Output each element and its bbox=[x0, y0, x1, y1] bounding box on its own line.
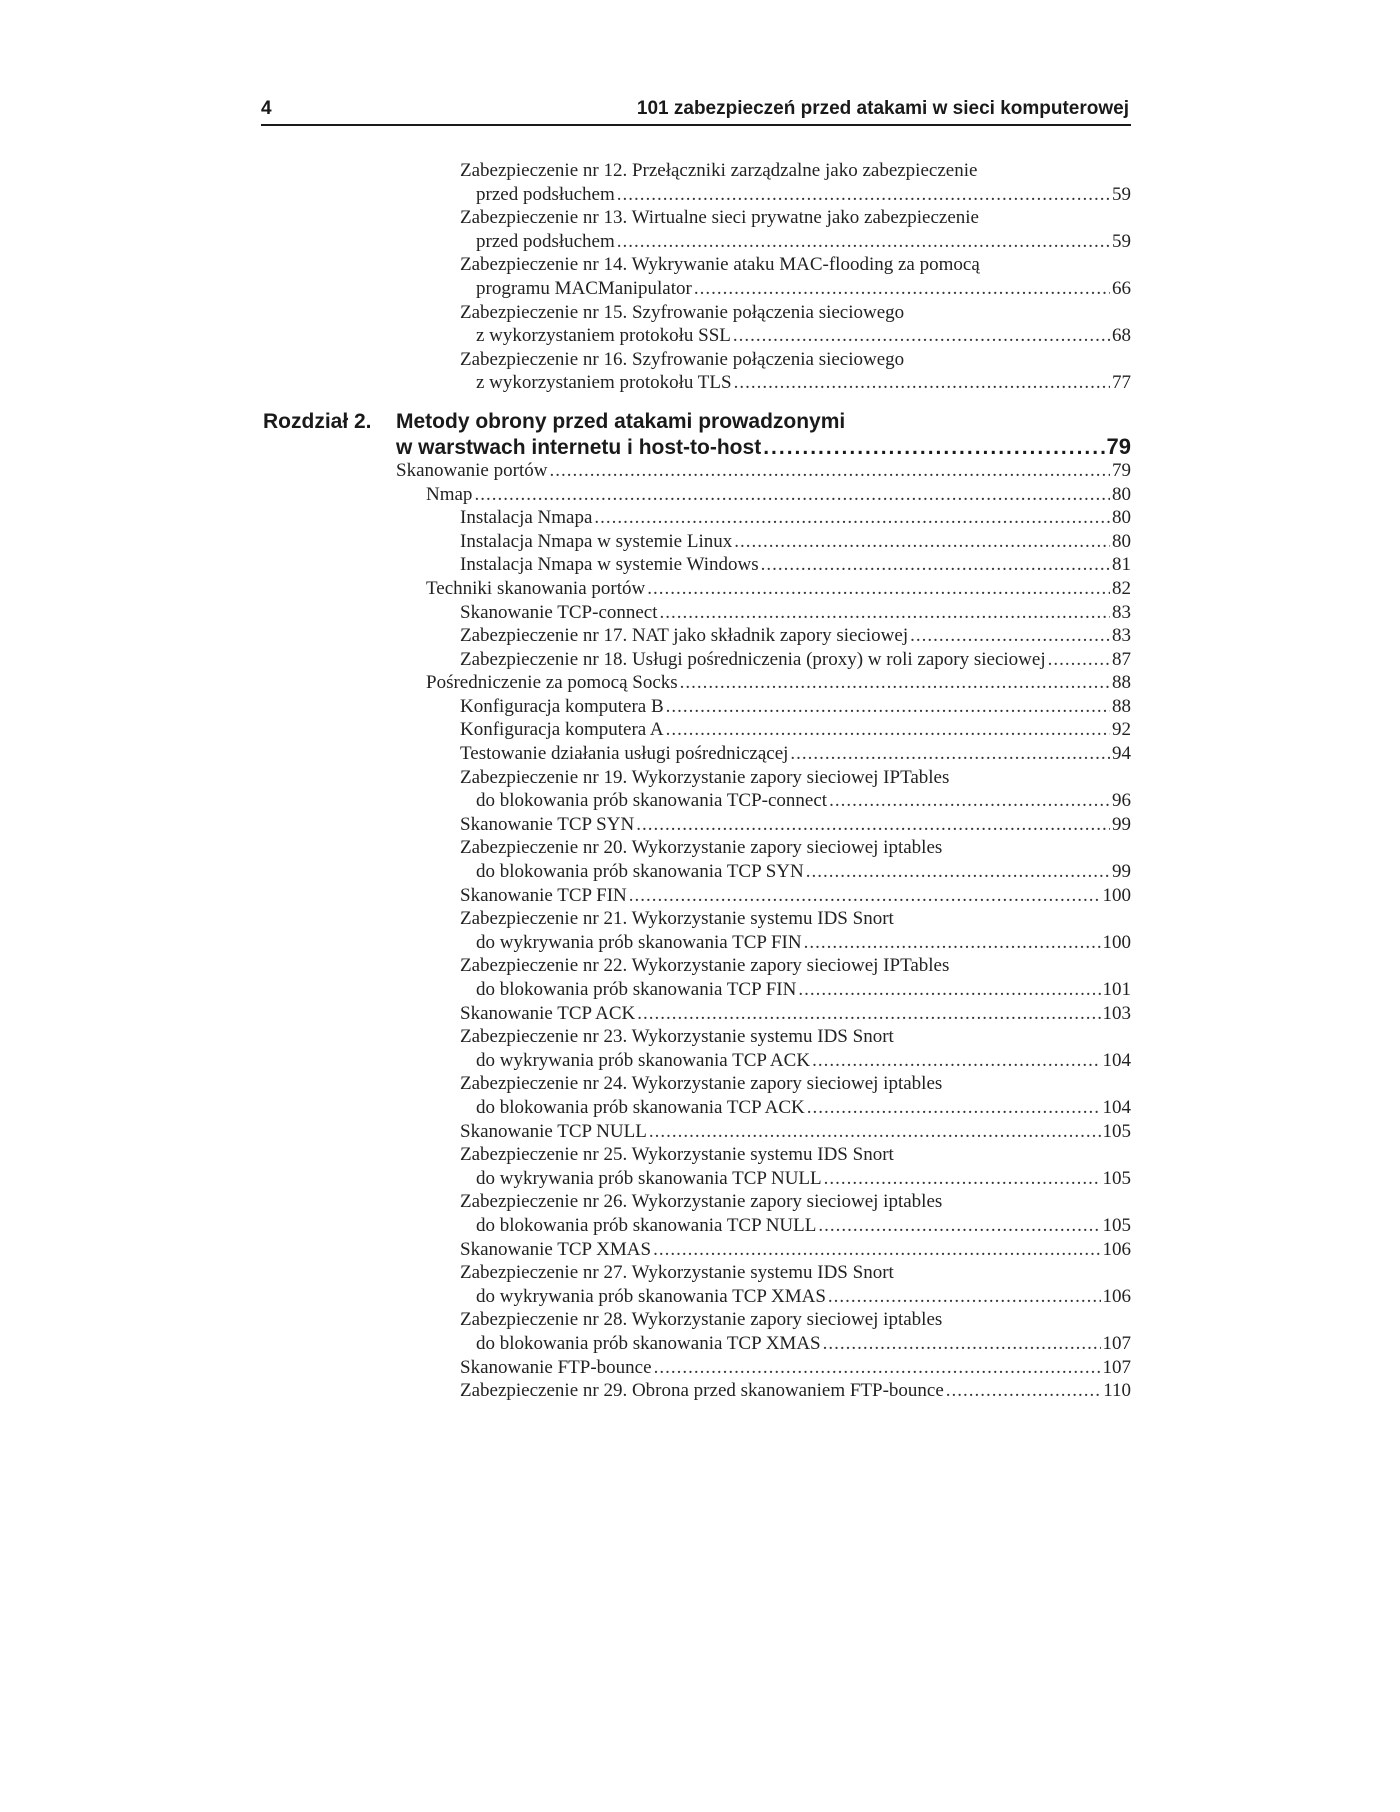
dot-leader bbox=[653, 1238, 1100, 1262]
entry-title-text: do wykrywania prób skanowania TCP XMAS bbox=[476, 1285, 826, 1307]
toc-entry bbox=[460, 1072, 1131, 1119]
toc-entry bbox=[460, 813, 1131, 837]
chapter-heading bbox=[261, 409, 1131, 459]
toc-entry bbox=[426, 671, 1131, 695]
entry-page-number: 81 bbox=[1112, 554, 1131, 576]
entry-title-line-2 bbox=[460, 371, 1131, 395]
entry-page-number: 79 bbox=[1112, 459, 1131, 481]
dot-leader bbox=[733, 324, 1110, 348]
entry-title-text: z wykorzystaniem protokołu SSL bbox=[476, 325, 731, 347]
entry-title-line bbox=[460, 742, 1131, 766]
entry-page-number: 87 bbox=[1112, 648, 1131, 670]
toc-entry bbox=[460, 836, 1131, 883]
toc-entry bbox=[460, 1190, 1131, 1237]
dot-leader bbox=[734, 371, 1110, 395]
continued-entries bbox=[261, 159, 1131, 395]
dot-leader bbox=[812, 1049, 1100, 1073]
chapter-title-line-1: Metody obrony przed atakami prowadzonymi bbox=[396, 409, 846, 433]
entry-title-text: przed podsłuchem bbox=[476, 230, 615, 252]
entry-page-number: 106 bbox=[1102, 1238, 1131, 1260]
entry-title-text: z wykorzystaniem protokołu TLS bbox=[476, 372, 732, 394]
entry-page-number: 92 bbox=[1112, 719, 1131, 741]
entry-title-line bbox=[396, 459, 1131, 483]
entry-title-line bbox=[460, 624, 1131, 648]
entry-page-number: 83 bbox=[1112, 601, 1131, 623]
entry-title-line-1: Zabezpieczenie nr 27. Wykorzystanie systemu IDS Snort bbox=[460, 1262, 894, 1284]
entry-title-text: Skanowanie FTP-bounce bbox=[460, 1356, 652, 1378]
entry-title-line-1: Zabezpieczenie nr 13. Wirtualne sieci prywatne jako zabezpieczenie bbox=[460, 207, 979, 229]
entry-page-number: 107 bbox=[1102, 1356, 1131, 1378]
toc-entry bbox=[460, 1308, 1131, 1355]
entry-title-line bbox=[460, 553, 1131, 577]
entry-page-number: 103 bbox=[1102, 1002, 1131, 1024]
entry-page-number: 80 bbox=[1112, 507, 1131, 529]
entry-page-number: 88 bbox=[1112, 695, 1131, 717]
chapter-entries bbox=[261, 459, 1131, 1403]
dot-leader bbox=[790, 742, 1110, 766]
chapter-label: Rozdział 2. bbox=[263, 409, 372, 433]
entry-title-line-2 bbox=[460, 1167, 1131, 1191]
entry-title-line-2 bbox=[460, 978, 1131, 1002]
entry-page-number: 68 bbox=[1112, 325, 1131, 347]
chapter-title-line-2-text: w warstwach internetu i host-to-host bbox=[396, 435, 762, 459]
entry-page-number: 59 bbox=[1112, 230, 1131, 252]
entry-title-line-2 bbox=[460, 230, 1131, 254]
toc-entry bbox=[426, 483, 1131, 507]
dot-leader bbox=[763, 435, 1104, 460]
dot-leader bbox=[660, 601, 1110, 625]
dot-leader bbox=[828, 1285, 1101, 1309]
dot-leader bbox=[617, 230, 1110, 254]
entry-page-number: 106 bbox=[1102, 1285, 1131, 1307]
entry-page-number: 88 bbox=[1112, 672, 1131, 694]
toc-entry bbox=[460, 1120, 1131, 1144]
dot-leader bbox=[734, 530, 1110, 554]
entry-page-number: 107 bbox=[1102, 1332, 1131, 1354]
toc-entry bbox=[460, 766, 1131, 813]
dot-leader bbox=[617, 183, 1110, 207]
dot-leader bbox=[654, 1356, 1101, 1380]
dot-leader bbox=[474, 483, 1110, 507]
entry-page-number: 99 bbox=[1112, 861, 1131, 883]
entry-page-number: 59 bbox=[1112, 183, 1131, 205]
entry-title-line-1: Zabezpieczenie nr 19. Wykorzystanie zapory sieciowej IPTables bbox=[460, 766, 950, 788]
entry-title-line bbox=[460, 530, 1131, 554]
table-of-contents bbox=[261, 159, 1131, 1403]
toc-entry bbox=[460, 253, 1131, 300]
entry-page-number: 80 bbox=[1112, 530, 1131, 552]
entry-title-text: Skanowanie TCP ACK bbox=[460, 1002, 636, 1024]
toc-entry bbox=[460, 506, 1131, 530]
toc-entry bbox=[460, 718, 1131, 742]
entry-title-text: Skanowanie TCP SYN bbox=[460, 813, 635, 835]
entry-title-line-2 bbox=[460, 1096, 1131, 1120]
entry-title-line-1: Zabezpieczenie nr 20. Wykorzystanie zapory sieciowej iptables bbox=[460, 837, 943, 859]
entry-title-line bbox=[426, 577, 1131, 601]
toc-entry bbox=[460, 1143, 1131, 1190]
dot-leader bbox=[807, 1096, 1101, 1120]
toc-entry bbox=[426, 577, 1131, 601]
dot-leader bbox=[629, 884, 1101, 908]
entry-page-number: 77 bbox=[1112, 372, 1131, 394]
entry-title-text: Skanowanie TCP XMAS bbox=[460, 1238, 652, 1260]
entry-title-line-1: Zabezpieczenie nr 25. Wykorzystanie systemu IDS Snort bbox=[460, 1144, 894, 1166]
toc-entry bbox=[460, 1025, 1131, 1072]
entry-title-line-2 bbox=[460, 1049, 1131, 1073]
entry-title-text: Konfiguracja komputera A bbox=[460, 719, 664, 741]
entry-title-line-2 bbox=[460, 1332, 1131, 1356]
entry-title-line-2 bbox=[460, 860, 1131, 884]
dot-leader bbox=[666, 718, 1110, 742]
entry-title-line-1: Zabezpieczenie nr 26. Wykorzystanie zapory sieciowej iptables bbox=[460, 1191, 943, 1213]
dot-leader bbox=[1048, 648, 1110, 672]
entry-title-line bbox=[460, 1120, 1131, 1144]
entry-page-number: 101 bbox=[1102, 979, 1131, 1000]
dot-leader bbox=[549, 459, 1110, 483]
entry-page-number: 99 bbox=[1112, 813, 1131, 835]
toc-entry bbox=[460, 954, 1131, 1001]
page-header bbox=[261, 94, 1131, 126]
entry-page-number: 105 bbox=[1102, 1167, 1131, 1189]
toc-entry bbox=[460, 648, 1131, 672]
toc-entry bbox=[460, 1002, 1131, 1026]
toc-entry bbox=[460, 206, 1131, 253]
entry-title-line bbox=[460, 648, 1131, 672]
entry-title-text: do wykrywania prób skanowania TCP FIN bbox=[476, 931, 802, 953]
entry-title-line bbox=[426, 671, 1131, 695]
chapter-page: 79 bbox=[1106, 433, 1131, 459]
dot-leader bbox=[946, 1379, 1101, 1403]
entry-title-text: Skanowanie portów bbox=[396, 459, 548, 481]
entry-title-line-1: Zabezpieczenie nr 24. Wykorzystanie zapory sieciowej iptables bbox=[460, 1073, 943, 1095]
entry-title-line-2 bbox=[460, 931, 1131, 955]
dot-leader bbox=[761, 553, 1110, 577]
dot-leader bbox=[694, 277, 1110, 301]
entry-title-line-2 bbox=[460, 789, 1131, 813]
entry-title-line bbox=[460, 1379, 1131, 1403]
entry-title-line-2 bbox=[460, 324, 1131, 348]
entry-title-line-2 bbox=[460, 1285, 1131, 1309]
entry-title-text: Zabezpieczenie nr 18. Usługi pośredniczenia (proxy) w roli zapory sieciowej bbox=[460, 648, 1046, 670]
dot-leader bbox=[636, 813, 1110, 837]
toc-entry bbox=[460, 301, 1131, 348]
entry-title-line-1: Zabezpieczenie nr 14. Wykrywanie ataku MAC-flooding za pomocą bbox=[460, 254, 980, 276]
toc-entry bbox=[460, 695, 1131, 719]
dot-leader bbox=[666, 695, 1110, 719]
toc-entry bbox=[460, 1379, 1131, 1403]
dot-leader bbox=[637, 1002, 1100, 1026]
entry-page-number: 94 bbox=[1112, 743, 1131, 765]
entry-title-text: Instalacja Nmapa bbox=[460, 507, 593, 529]
toc-entry bbox=[460, 907, 1131, 954]
chapter-title-line-2 bbox=[396, 434, 1131, 459]
toc-entry bbox=[460, 159, 1131, 206]
entry-title-line-1: Zabezpieczenie nr 16. Szyfrowanie połączenia sieciowego bbox=[460, 348, 905, 370]
entry-title-line bbox=[460, 813, 1131, 837]
entry-title-line bbox=[460, 884, 1131, 908]
entry-title-text: Nmap bbox=[426, 483, 473, 505]
entry-page-number: 105 bbox=[1102, 1120, 1131, 1142]
entry-title-text: Testowanie działania usługi pośredniczącej bbox=[460, 743, 789, 765]
entry-title-text: przed podsłuchem bbox=[476, 183, 615, 205]
entry-page-number: 80 bbox=[1112, 483, 1131, 505]
entry-title-text: Skanowanie TCP FIN bbox=[460, 884, 627, 906]
dot-leader bbox=[806, 860, 1110, 884]
entry-title-text: do blokowania prób skanowania TCP ACK bbox=[476, 1096, 805, 1118]
toc-entry bbox=[460, 530, 1131, 554]
entry-title-line-1: Zabezpieczenie nr 22. Wykorzystanie zapory sieciowej IPTables bbox=[460, 955, 950, 977]
toc-entry bbox=[460, 1261, 1131, 1308]
entry-title-line bbox=[460, 1356, 1131, 1380]
entry-page-number: 110 bbox=[1103, 1380, 1131, 1402]
entry-title-text: Techniki skanowania portów bbox=[426, 577, 646, 599]
entry-title-line-1: Zabezpieczenie nr 23. Wykorzystanie systemu IDS Snort bbox=[460, 1026, 894, 1048]
entry-title-text: do blokowania prób skanowania TCP FIN bbox=[476, 979, 797, 1000]
dot-leader bbox=[680, 671, 1110, 695]
entry-title-text: do blokowania prób skanowania TCP XMAS bbox=[476, 1332, 821, 1354]
dot-leader bbox=[818, 1214, 1100, 1238]
dot-leader bbox=[647, 577, 1110, 601]
toc-entry bbox=[460, 553, 1131, 577]
entry-title-line bbox=[460, 695, 1131, 719]
entry-page-number: 105 bbox=[1102, 1214, 1131, 1236]
dot-leader bbox=[910, 624, 1110, 648]
entry-title-line bbox=[460, 1002, 1131, 1026]
dot-leader bbox=[829, 789, 1110, 813]
entry-title-text: programu MACManipulator bbox=[476, 277, 692, 299]
entry-title-text: Konfiguracja komputera B bbox=[460, 695, 664, 717]
entry-title-line-1: Zabezpieczenie nr 28. Wykorzystanie zapory sieciowej iptables bbox=[460, 1309, 943, 1331]
entry-title-text: Instalacja Nmapa w systemie Windows bbox=[460, 554, 759, 576]
dot-leader bbox=[804, 931, 1101, 955]
page-number: 4 bbox=[261, 98, 272, 119]
toc-entry bbox=[460, 1356, 1131, 1380]
entry-title-text: Skanowanie TCP-connect bbox=[460, 601, 658, 623]
chapter-title bbox=[396, 409, 1131, 459]
entry-title-line bbox=[460, 718, 1131, 742]
toc-entry bbox=[460, 348, 1131, 395]
toc-entry bbox=[460, 884, 1131, 908]
entry-page-number: 104 bbox=[1102, 1096, 1131, 1118]
toc-entry bbox=[460, 1238, 1131, 1262]
dot-leader bbox=[824, 1167, 1101, 1191]
entry-title-line-2 bbox=[460, 183, 1131, 207]
entry-page-number: 82 bbox=[1112, 577, 1131, 599]
toc-entry bbox=[460, 601, 1131, 625]
entry-title-text: Instalacja Nmapa w systemie Linux bbox=[460, 530, 733, 552]
entry-page-number: 100 bbox=[1102, 931, 1131, 953]
toc-entry bbox=[460, 742, 1131, 766]
entry-page-number: 66 bbox=[1112, 277, 1131, 299]
entry-title-line bbox=[460, 601, 1131, 625]
dot-leader bbox=[823, 1332, 1101, 1356]
entry-title-text: Pośredniczenie za pomocą Socks bbox=[426, 672, 678, 694]
entry-title-text: do blokowania prób skanowania TCP SYN bbox=[476, 861, 804, 883]
entry-title-text: Skanowanie TCP NULL bbox=[460, 1120, 647, 1142]
entry-title-line bbox=[426, 483, 1131, 507]
entry-title-line-2 bbox=[460, 277, 1131, 301]
entry-page-number: 100 bbox=[1102, 884, 1131, 906]
entry-title-text: Zabezpieczenie nr 17. NAT jako składnik zapory sieciowej bbox=[460, 625, 909, 647]
entry-title-line-1: Zabezpieczenie nr 21. Wykorzystanie systemu IDS Snort bbox=[460, 908, 894, 930]
entry-title-line bbox=[460, 1238, 1131, 1262]
entry-title-line-1: Zabezpieczenie nr 15. Szyfrowanie połączenia sieciowego bbox=[460, 301, 905, 323]
entry-title-text: do blokowania prób skanowania TCP NULL bbox=[476, 1214, 817, 1236]
entry-title-text: do wykrywania prób skanowania TCP ACK bbox=[476, 1049, 811, 1071]
entry-page-number: 96 bbox=[1112, 790, 1131, 812]
running-title: 101 zabezpieczeń przed atakami w sieci komputerowej bbox=[636, 98, 1129, 119]
entry-page-number: 83 bbox=[1112, 625, 1131, 647]
dot-leader bbox=[594, 506, 1110, 530]
entry-page-number: 104 bbox=[1102, 1049, 1131, 1071]
dot-leader bbox=[649, 1120, 1101, 1144]
entry-title-text: Zabezpieczenie nr 29. Obrona przed skanowaniem FTP-bounce bbox=[460, 1380, 944, 1402]
entry-title-text: do wykrywania prób skanowania TCP NULL bbox=[476, 1167, 822, 1189]
entry-title-line bbox=[460, 506, 1131, 530]
entry-title-line-1: Zabezpieczenie nr 12. Przełączniki zarządzalne jako zabezpieczenie bbox=[460, 160, 978, 181]
entry-title-text: do blokowania prób skanowania TCP-connect bbox=[476, 790, 828, 812]
entry-title-line-2 bbox=[460, 1214, 1131, 1238]
dot-leader bbox=[798, 978, 1100, 1002]
toc-entry bbox=[396, 459, 1131, 483]
toc-entry bbox=[460, 624, 1131, 648]
